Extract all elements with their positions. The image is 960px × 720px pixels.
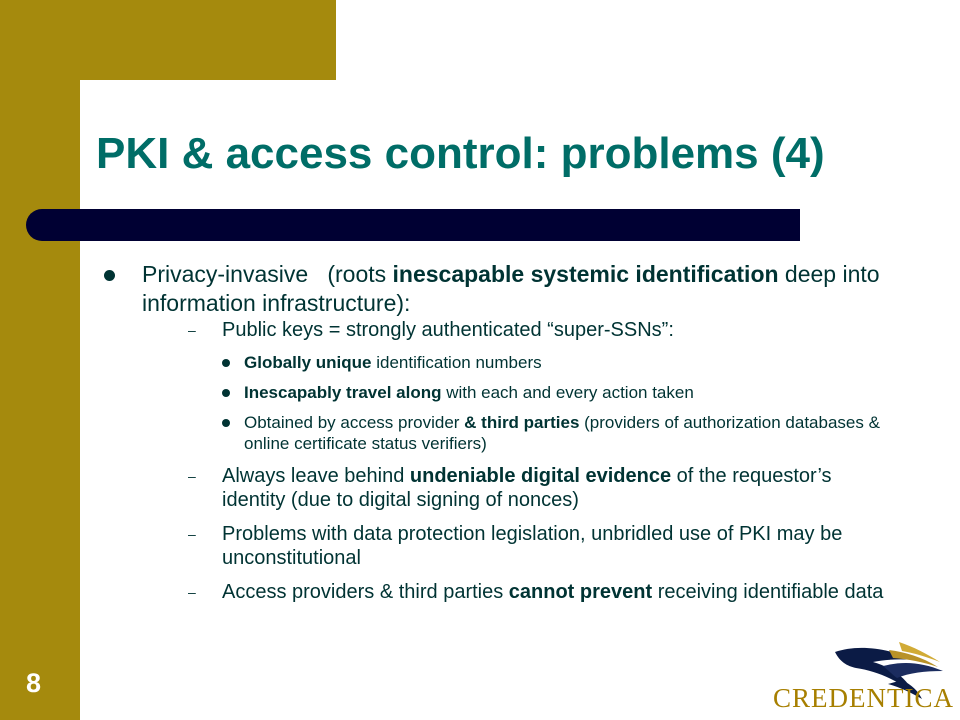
title-underline-bar: [26, 209, 800, 241]
evidence-prefix: Always leave behind: [222, 465, 410, 487]
privacy-lead: Privacy-invasive: [142, 261, 309, 287]
credentica-wordmark: [773, 683, 953, 713]
prevent-text: receiving identifiable data: [652, 581, 884, 603]
obtained-emphasis: & third parties: [464, 413, 580, 432]
gold-top-band: [80, 0, 336, 80]
obtained-bullet: [222, 412, 894, 454]
obtained-text: (providers of authorization databases & online certificate status verifiers): [244, 413, 880, 453]
privacy-emphasis: inescapable systemic identification: [392, 261, 779, 287]
prevent-prefix: Access providers & third parties: [222, 581, 509, 603]
public-keys-text: Public keys = strongly authenticated “super-SSNs”:: [222, 319, 674, 341]
gold-sidebar: [0, 0, 80, 720]
legislation-bullet: [188, 522, 894, 570]
globally-unique-bullet: [222, 352, 894, 373]
slide-bullets: [104, 260, 894, 615]
globally-unique-text: identification numbers: [371, 353, 542, 372]
globally-unique-emphasis: Globally unique: [244, 353, 372, 372]
credentica-wordmark-text: CREDENTICA: [773, 683, 954, 713]
page-number: 8: [26, 668, 42, 698]
prevent-emphasis: cannot prevent: [508, 581, 653, 603]
public-keys-details: [222, 352, 894, 454]
travel-emphasis: Inescapably travel along: [244, 383, 442, 402]
privacy-sub-bullets: [142, 318, 894, 604]
slide-title: PKI & access control: problems (4): [96, 129, 825, 178]
privacy-rest: deep into information infrastructure):: [142, 261, 880, 316]
obtained-prefix: Obtained by access provider: [244, 413, 465, 432]
privacy-gap: [308, 261, 327, 287]
travel-bullet: [222, 382, 894, 403]
evidence-bullet: [188, 464, 894, 512]
privacy-bullet: [104, 260, 894, 604]
privacy-intro: (roots: [327, 261, 393, 287]
evidence-emphasis: undeniable digital evidence: [409, 465, 672, 487]
evidence-text: of the requestor’s identity (due to digital signing of nonces): [222, 465, 832, 511]
travel-text: with each and every action taken: [441, 383, 694, 402]
legislation-text: Problems with data protection legislation, unbridled use of PKI may be unconstitutional: [222, 523, 843, 569]
public-keys-bullet: [188, 318, 894, 454]
prevent-bullet: [188, 580, 894, 604]
